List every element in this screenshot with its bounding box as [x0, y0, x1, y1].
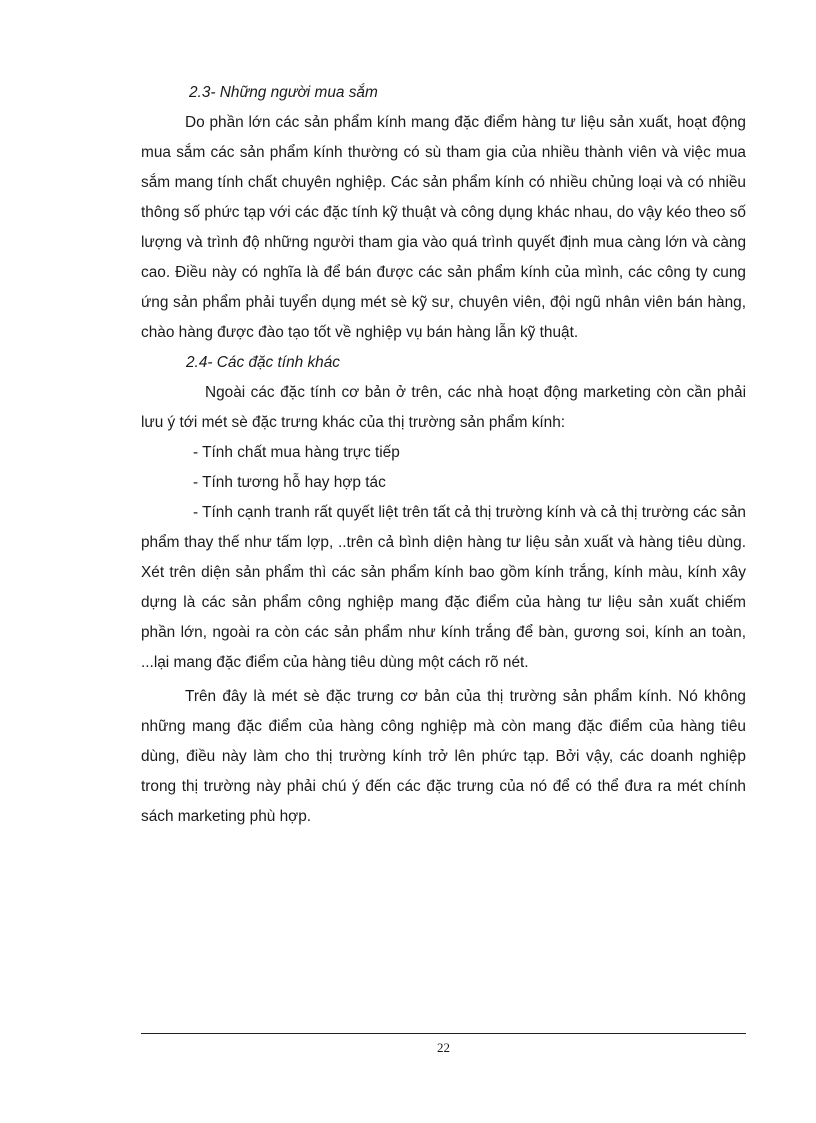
paragraph-other-traits-intro: Ngoài các đặc tính cơ bản ở trên, các nhà hoạt động marketing còn cần phải lưu ý tới mét sè đặc trưng khác của thị trường sản phẩm kính: [141, 384, 746, 431]
bullet-competition: - Tính cạnh tranh rất quyết liệt trên tất cả thị trường kính và cả thị trường các sản phẩm thay thế như tấm lợp, ..trên cả bình diện hàng tư liệu sản xuất và hàng tiêu dùng. Xét trên diện sản phẩm thì các sản phẩm kính bao gồm kính trắng, kính màu, kính xây dựng là các sản phẩm công nghiệp mang đặc điểm của hàng tư liệu sản xuất chiếm phần lớn, ngoài ra còn các sản phẩm như kính trắng để bàn, gương soi, kính an toàn, ...lại mang đặc điểm của hàng tiêu dùng một cách rõ nét. [141, 504, 746, 671]
footer-divider [141, 1033, 746, 1034]
bullet-cooperation: - Tính tương hỗ hay hợp tác [193, 474, 386, 491]
section-heading-2-4: 2.4- Các đặc tính khác [186, 354, 340, 371]
paragraph-conclusion: Trên đây là mét sè đặc trưng cơ bản của thị trường sản phẩm kính. Nó không những mang đặc điểm của hàng công nghiệp mà còn mang đặc điểm của hàng tiêu dùng, điều này làm cho thị trường kính trở lên phức tạp. Bởi vậy, các doanh nghiệp trong thị trường này phải chú ý đến các đặc trưng của nó để có thể đưa ra mét chính sách marketing phù hợp. [141, 688, 746, 825]
paragraph-buyers: Do phần lớn các sản phẩm kính mang đặc điểm hàng tư liệu sản xuất, hoạt động mua sắm các sản phẩm kính thường có sù tham gia của nhiều thành viên và việc mua sắm mang tính chất chuyên nghiệp. Các sản phẩm kính có nhiều chủng loại và có nhiều thông số phức tạp với các đặc tính kỹ thuật và công dụng khác nhau, do vậy kéo theo số lượng và trình độ những người tham gia vào quá trình quyết định mua càng lớn và càng cao. Điều này có nghĩa là để bán được các sản phẩm kính của mình, các công ty cung ứng sản phẩm phải tuyển dụng mét sè kỹ sư, chuyên viên, đội ngũ nhân viên bán hàng, chào hàng được đào tạo tốt về nghiệp vụ bán hàng lẫn kỹ thuật. [141, 114, 746, 341]
section-heading-2-3: 2.3- Những người mua sắm [189, 84, 378, 101]
body-text [141, 78, 746, 832]
bullet-direct-purchase: - Tính chất mua hàng trực tiếp [193, 444, 400, 461]
page-number: 22 [437, 1040, 450, 1055]
